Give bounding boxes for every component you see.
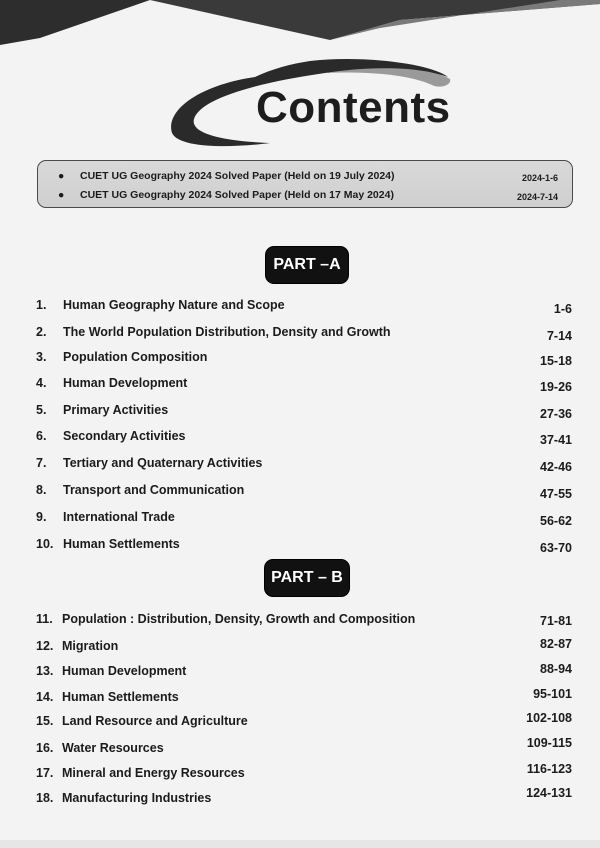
- toc-row: 10. Human Settlements 63-70: [36, 537, 572, 555]
- toc-row: 3. Population Composition 15-18: [36, 350, 572, 368]
- toc-row: 5. Primary Activities 27-36: [36, 403, 572, 421]
- toc-row: 11. Population : Distribution, Density, Growth and Composition 71-81: [36, 612, 572, 628]
- toc-row: 1. Human Geography Nature and Scope 1-6: [36, 298, 572, 316]
- part-a-badge: PART –A: [266, 247, 348, 283]
- toc-row: 12. Migration 82-87: [36, 637, 572, 653]
- toc-row: 17. Mineral and Energy Resources 116-123: [36, 762, 572, 780]
- toc-row: 16. Water Resources 109-115: [36, 736, 572, 755]
- toc-row: 4. Human Development 19-26: [36, 376, 572, 394]
- toc-row: 13. Human Development 88-94: [36, 662, 572, 678]
- toc-row: 15. Land Resource and Agriculture 102-108: [36, 711, 572, 728]
- part-b-badge: PART – B: [265, 560, 349, 596]
- toc-row: 14. Human Settlements 95-101: [36, 687, 572, 704]
- toc-row: 2. The World Population Distribution, Density and Growth 7-14: [36, 325, 572, 343]
- solved-paper-item: ● CUET UG Geography 2024 Solved Paper (Held on 19 July 2024) 2024-1-6: [58, 170, 558, 183]
- top-banner-decoration: [0, 0, 600, 60]
- bullet-icon: ●: [58, 189, 65, 201]
- toc-row: 8. Transport and Communication 47-55: [36, 483, 572, 501]
- toc-row: 7. Tertiary and Quaternary Activities 42-46: [36, 456, 572, 474]
- page-bottom-edge: [0, 840, 600, 848]
- toc-row: 9. International Trade 56-62: [36, 510, 572, 528]
- solved-paper-item: ● CUET UG Geography 2024 Solved Paper (Held on 17 May 2024) 2024-7-14: [58, 189, 558, 202]
- solved-papers-box: [37, 160, 573, 208]
- toc-row: 18. Manufacturing Industries 124-131: [36, 786, 572, 805]
- toc-row: 6. Secondary Activities 37-41: [36, 429, 572, 447]
- page-title: Contents: [256, 83, 451, 132]
- bullet-icon: ●: [58, 170, 65, 182]
- contents-heading: [160, 55, 460, 150]
